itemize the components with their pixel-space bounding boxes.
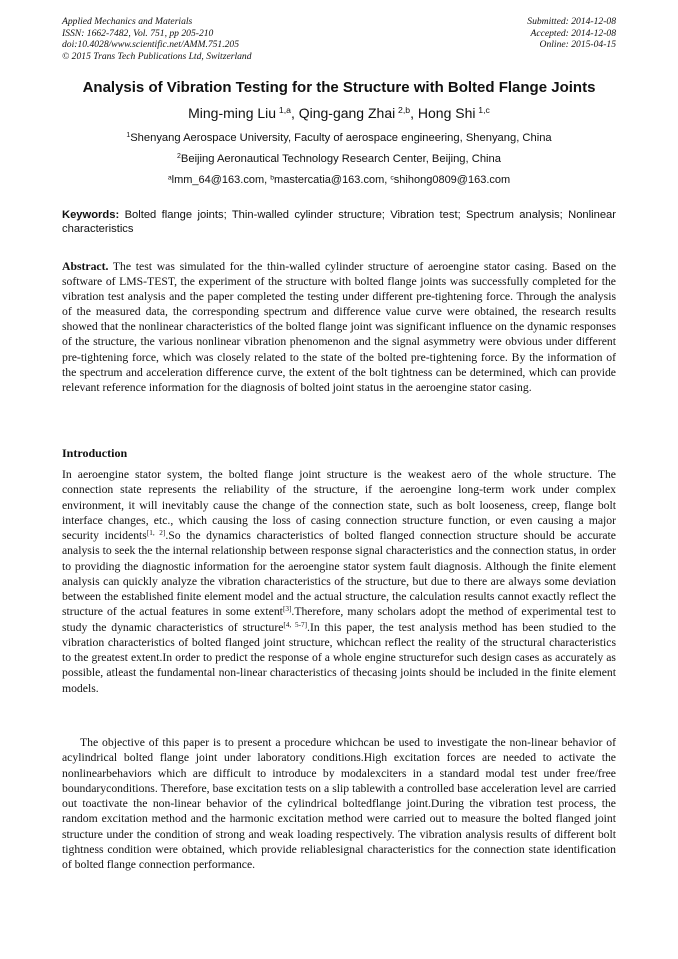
section-heading: Introduction (62, 446, 128, 460)
email-marker: c (390, 174, 394, 182)
affiliation: $^2$Beijing Aeronautical Technology Research Center, Beijing, China (177, 153, 501, 165)
email-marker: b (270, 174, 275, 182)
keywords-label: Keywords: (62, 209, 120, 221)
submitted-date: Submitted: 2014-12-08 (527, 16, 616, 27)
author: Hong Shi $^{1,c}$ (417, 105, 490, 121)
issn-line: ISSN: 1662-7482, Vol. 751, pp 205-210 (62, 27, 214, 39)
affiliation-marker: 2 (177, 153, 181, 161)
citation: [3] (282, 605, 292, 614)
author-list (40, 104, 638, 122)
intro-paragraph-2: The objective of this paper is to present a procedure whichcan be used to investigate the non-linear behavior of acylindrical bolted flange joint under laboratory conditions.High excitation forces are needed to activate the nonlinearbehaviors which are difficult to introduce by modalexciters in a standard modal test under free/free boundaryconditions. Therefore, base excitation tests on a slip tablewith a controlled base acceleration level are carried out toactivate the non-linear behavior of the cylindrical boltedflange joint.During the vibration test process, the random excitation method and the harmonic excitation method were carried out to measure the bolted flanged joint structure under the condition of strong and weak loading respectively. The vibration analysis results of different bolt tightness condition were obtained, which provide reliablesignal characteristics for the connection state identification of bolted flange connection performance. (62, 736, 616, 871)
email-address: mastercatia@163.com (274, 174, 385, 186)
email-address: shihong0809@163.com (393, 174, 511, 186)
abstract-text: The test was simulated for the thin-walled cylinder structure of aeroengine stator casing. Based on the software of LMS-TEST, the experiment of the structure with bolted flange joints was successfully completed for the vibration test analysis and the paper completed the testing under different pre-tightening force. Through the analysis of the measured data, the corresponding spectrum and difference value curve were obtained, the research results showed that the nonlinear characteristics of the bolted flange joint was significant influence on the dynamic responses of the structure, the various nonlinear vibration phenomenon and the signal asymmetry were obvious under different pre-tightening force, which was closely related to the state of the bolted pre-tightening force. By the information of the spectrum and acceleration difference curve, the extent of the bolt tightness can be determined, which can provide relevant reference information for the diagnosis of bolted joint status in the aeroengine stator casing. (62, 260, 617, 394)
email-address: lmm_64@163.com (171, 174, 265, 186)
author-marker: 2,b (398, 105, 411, 116)
accepted-date: Accepted: 2014-12-08 (530, 27, 616, 39)
author: Ming-ming Liu $^{1,a}$, (188, 105, 299, 121)
paper-title: Analysis of Vibration Testing for the Structure with Bolted Flange Joints (82, 79, 596, 96)
email-list: $^a$lmm_64@163.com, $^b$mastercatia@163.com, $^c$shihong0809@163.com (167, 174, 511, 186)
keywords-text: Bolted flange joints; Thin-walled cylinder structure; Vibration test; Spectrum analysis; Nonlinear characteristics (62, 209, 617, 236)
author: Qing-gang Zhai $^{2,b}$, (298, 105, 418, 121)
copyright-line: © 2015 Trans Tech Publications Ltd, Switzerland (62, 50, 252, 62)
citation: [1, 2] (146, 529, 166, 538)
journal-name: Applied Mechanics and Materials (62, 16, 193, 27)
journal-info (62, 16, 252, 62)
keywords (62, 208, 616, 237)
abstract (62, 259, 616, 395)
publication-dates (527, 16, 616, 51)
intro-paragraph-1: In aeroengine stator system, the bolted flange joint structure is the weakest aero of the whole structure. The connection state represents the reliability of the structure, if the aeroengine long-term work under complex environment, it will inevitably cause the change of the connection state, such as bolt looseness, creep, flange bolt interface changes, etc., which causing the loss of casing connection structure function, or even causing a major security incidents[1, 2].So the dynamics characteristics of bolted flanged connection structure should be accurate analysis to seek the the internal relationship between response signal characteristics and the connection status, in order to providing the diagnostic information for the aeroengine stator system fault diagnosis. Although the finite element analysis can quickly analyze the vibration characteristics of the structure, but due to there are always some deviation between the established finite element model and the actual structure, the calculation results cannot exactly reflect the structure of the actual features in some extent[3].Therefore, many scholars adopt the method of experimental test to study the dynamic characteristics of structure[4, 5-7].In this paper, the test analysis method has been studied to the vibration characteristics of bolted flanged joint structure, whichcan reflect the reality of the structural characteristics to the greatest extent.In order to predict the response of a whole engine structurefor such design cases as accurately as possible, atleast the fundamental non-linear characteristics of thecasing joints should be included in the finite element models. (62, 468, 617, 695)
citation: [4, 5-7] (283, 620, 308, 629)
affiliation: $^1$Shenyang Aerospace University, Faculty of aerospace engineering, Shenyang, China (126, 132, 552, 144)
doi-line: doi:10.4028/www.scientific.net/AMM.751.205 (62, 39, 240, 50)
abstract-label: Abstract. (62, 260, 109, 273)
email-marker: a (167, 174, 172, 182)
online-date: Online: 2015-04-15 (539, 39, 616, 50)
affiliation-marker: 1 (126, 132, 131, 140)
author-marker: 1,a (278, 105, 291, 116)
author-marker: 1,c (478, 105, 490, 116)
